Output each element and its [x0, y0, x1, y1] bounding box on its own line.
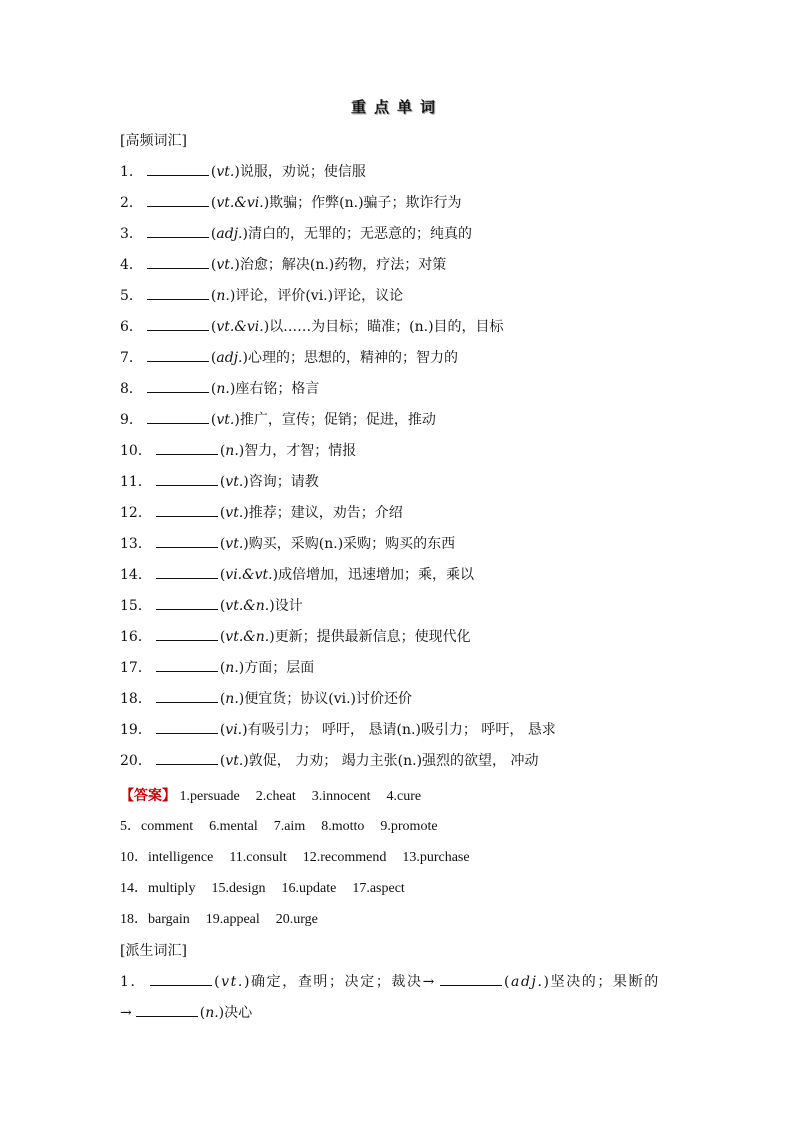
answer-word: 2.cheat: [255, 789, 296, 804]
item-number: 8．: [120, 381, 143, 397]
vocab-item: 2． (vt.&vi.)欺骗；作弊(n.)骗子；欺诈行为: [120, 195, 462, 211]
vocab-item: 12． (vt.)推荐；建议，劝告；介绍: [120, 505, 403, 521]
part-of-speech: n.: [225, 660, 239, 676]
section-high-frequency: [高频词汇]: [120, 133, 187, 149]
answer-line: [120, 818, 454, 836]
answer-word: 16.update: [281, 881, 337, 896]
item-number: 1．: [120, 164, 143, 180]
part-of-speech: vt.&n.: [225, 598, 270, 614]
page-title: 重点单词: [350, 98, 443, 116]
definition: 清白的，无罪的；无恶意的；纯真的: [247, 226, 472, 242]
vocab-item: 10． (n.)智力，才智；情报: [120, 443, 357, 459]
vocab-item: 18． (n.)便宜货；协议(vi.)讨价还价: [120, 691, 412, 707]
definition: 推荐；建议，劝告；介绍: [248, 505, 403, 521]
answer-tag: 【答案】: [120, 788, 176, 804]
answer-word: 18．bargain: [120, 912, 190, 927]
answer-word: 7.aim: [273, 819, 306, 834]
part-of-speech: vt.: [225, 536, 244, 552]
definition: 成倍增加，迅速增加；乘，乘以: [278, 567, 475, 583]
part-of-speech: vt.&n.: [225, 629, 270, 645]
vocab-item: 6． (vt.&vi.)以……为目标；瞄准；(n.)目的，目标: [120, 319, 504, 335]
blank-field[interactable]: [147, 380, 209, 393]
item-number: 5．: [120, 288, 143, 304]
definition: 设计: [274, 598, 303, 614]
blank-field[interactable]: [147, 225, 209, 238]
answer-word: 12.recommend: [302, 850, 387, 865]
definition: 心理的；思想的，精神的；智力的: [247, 350, 458, 366]
part-of-speech: vt.: [221, 974, 244, 990]
blank-field[interactable]: [440, 973, 502, 986]
definition: 确定，查明；决定；裁决→: [251, 974, 436, 990]
definition: 坚决的；果断的: [550, 974, 660, 990]
answer-line: [120, 849, 486, 867]
item-number: 19．: [120, 722, 152, 738]
part-of-speech: n.: [225, 691, 239, 707]
definition: 治愈；解决(n.)药物，疗法；对策: [239, 257, 447, 273]
answer-word: 13.purchase: [402, 850, 470, 865]
definition: 推广，宣传；促销；促进，推动: [239, 412, 436, 428]
definition: 欺骗；作弊(n.)骗子；欺诈行为: [269, 195, 462, 211]
answer-line: [120, 880, 421, 898]
definition: 座右铭；格言: [235, 381, 320, 397]
vocab-item: 11． (vt.)咨询；请教: [120, 474, 319, 490]
item-number: 3．: [120, 226, 143, 242]
definition: 更新；提供最新信息；使现代化: [274, 629, 471, 645]
item-number: 4．: [120, 257, 143, 273]
answer-word: 15.design: [211, 881, 266, 896]
item-number: 1．: [120, 974, 147, 990]
blank-field[interactable]: [156, 597, 218, 610]
vocab-item: 13． (vt.)购买，采购(n.)采购；购买的东西: [120, 536, 456, 552]
blank-field[interactable]: [156, 504, 218, 517]
vocab-item: 7． (adj.)心理的；思想的，精神的；智力的: [120, 350, 458, 366]
blank-field[interactable]: [156, 442, 218, 455]
part-of-speech: n.: [205, 1005, 219, 1021]
vocab-item: 14． (vi.&vt.)成倍增加，迅速增加；乘，乘以: [120, 567, 475, 583]
definition: 智力，才智；情报: [244, 443, 357, 459]
part-of-speech: vt.: [216, 257, 235, 273]
arrow: →: [120, 1005, 132, 1021]
item-number: 20．: [120, 753, 152, 769]
section-derived: [派生词汇]: [120, 943, 187, 959]
definition: 咨询；请教: [248, 474, 319, 490]
part-of-speech: vi.&vt.: [225, 567, 273, 583]
vocab-item: 1． (vt.)说服，劝说；使信服: [120, 164, 366, 180]
answer-word: 1.persuade: [179, 789, 240, 804]
blank-field[interactable]: [156, 721, 218, 734]
answer-word: 17.aspect: [352, 881, 405, 896]
part-of-speech: n.: [225, 443, 239, 459]
item-number: 18．: [120, 691, 152, 707]
definition: 决心: [224, 1005, 253, 1021]
vocab-item: 20． (vt.)敦促， 力劝； 竭力主张(n.)强烈的欲望， 冲动: [120, 753, 539, 769]
answer-word: 6.mental: [209, 819, 258, 834]
part-of-speech: n.: [216, 381, 230, 397]
blank-field[interactable]: [150, 973, 212, 986]
definition: 敦促， 力劝； 竭力主张(n.)强烈的欲望， 冲动: [248, 753, 539, 769]
vocab-item: 16． (vt.&n.)更新；提供最新信息；使现代化: [120, 629, 471, 645]
part-of-speech: vt.: [216, 412, 235, 428]
definition: 评论，评价(vi.)评论，议论: [235, 288, 404, 304]
vocab-item: 15． (vt.&n.)设计: [120, 598, 303, 614]
definition: 购买，采购(n.)采购；购买的东西: [248, 536, 456, 552]
item-number: 2．: [120, 195, 143, 211]
vocab-item: 9． (vt.)推广，宣传；促销；促进，推动: [120, 412, 436, 428]
vocab-item: 8． (n.)座右铭；格言: [120, 381, 320, 397]
definition: 有吸引力； 呼吁， 恳请(n.)吸引力； 呼吁， 恳求: [247, 722, 556, 738]
blank-field[interactable]: [156, 659, 218, 672]
part-of-speech: vt.: [225, 474, 244, 490]
vocab-item: 5． (n.)评论，评价(vi.)评论，议论: [120, 288, 404, 304]
item-number: 14．: [120, 567, 152, 583]
item-number: 11．: [120, 474, 152, 490]
blank-field[interactable]: [156, 628, 218, 641]
blank-field[interactable]: [147, 318, 209, 331]
vocab-item: 17． (n.)方面；层面: [120, 660, 315, 676]
item-number: 17．: [120, 660, 152, 676]
part-of-speech: adj.: [216, 226, 243, 242]
part-of-speech: vt.: [216, 164, 235, 180]
definition: 便宜货；协议(vi.)讨价还价: [244, 691, 412, 707]
vocab-item: 4． (vt.)治愈；解决(n.)药物，疗法；对策: [120, 257, 447, 273]
answer-word: 10．intelligence: [120, 850, 214, 865]
part-of-speech: n.: [216, 288, 230, 304]
part-of-speech: vt.: [225, 505, 244, 521]
blank-field[interactable]: [147, 411, 209, 424]
part-of-speech: adj.: [216, 350, 243, 366]
item-number: 10．: [120, 443, 152, 459]
blank-field[interactable]: [156, 535, 218, 548]
answer-word: 5．comment: [120, 819, 194, 834]
item-number: 15．: [120, 598, 152, 614]
answer-word: 9.promote: [380, 819, 438, 834]
answer-word: 4.cure: [386, 789, 422, 804]
blank-field[interactable]: [147, 163, 209, 176]
part-of-speech: vt.: [225, 753, 244, 769]
blank-field[interactable]: [147, 349, 209, 362]
derived-item-1-cont: → (n.)决心: [120, 1005, 253, 1021]
blank-field[interactable]: [156, 566, 218, 579]
item-number: 6．: [120, 319, 143, 335]
blank-field[interactable]: [156, 752, 218, 765]
blank-field[interactable]: [156, 690, 218, 703]
definition: 说服，劝说；使信服: [239, 164, 366, 180]
answer-word: 11.consult: [229, 850, 287, 865]
answer-word: 20.urge: [275, 912, 318, 927]
derived-item-1: 1． (vt.)确定，查明；决定；裁决→ (adj.)坚决的；果断的: [120, 974, 660, 990]
item-number: 16．: [120, 629, 152, 645]
answer-line: [120, 787, 437, 806]
part-of-speech: vt.&vi.: [216, 319, 264, 335]
answer-line: [120, 911, 334, 929]
item-number: 13．: [120, 536, 152, 552]
part-of-speech: vt.&vi.: [216, 195, 264, 211]
answer-word: 19.appeal: [205, 912, 260, 927]
item-number: 9．: [120, 412, 143, 428]
answer-word: 3.innocent: [311, 789, 371, 804]
definition: 方面；层面: [244, 660, 315, 676]
item-number: 12．: [120, 505, 152, 521]
vocab-item: 19． (vi.)有吸引力； 呼吁， 恳请(n.)吸引力； 呼吁， 恳求: [120, 722, 556, 738]
blank-field[interactable]: [147, 256, 209, 269]
answer-word: 8.motto: [321, 819, 365, 834]
blank-field[interactable]: [136, 1004, 198, 1017]
item-number: 7．: [120, 350, 143, 366]
part-of-speech: adj.: [511, 974, 544, 990]
definition: 以……为目标；瞄准；(n.)目的，目标: [269, 319, 504, 335]
blank-field[interactable]: [156, 473, 218, 486]
blank-field[interactable]: [147, 287, 209, 300]
answer-word: 14．multiply: [120, 881, 196, 896]
vocab-item: 3． (adj.)清白的，无罪的；无恶意的；纯真的: [120, 226, 472, 242]
blank-field[interactable]: [147, 194, 209, 207]
part-of-speech: vi.: [225, 722, 243, 738]
